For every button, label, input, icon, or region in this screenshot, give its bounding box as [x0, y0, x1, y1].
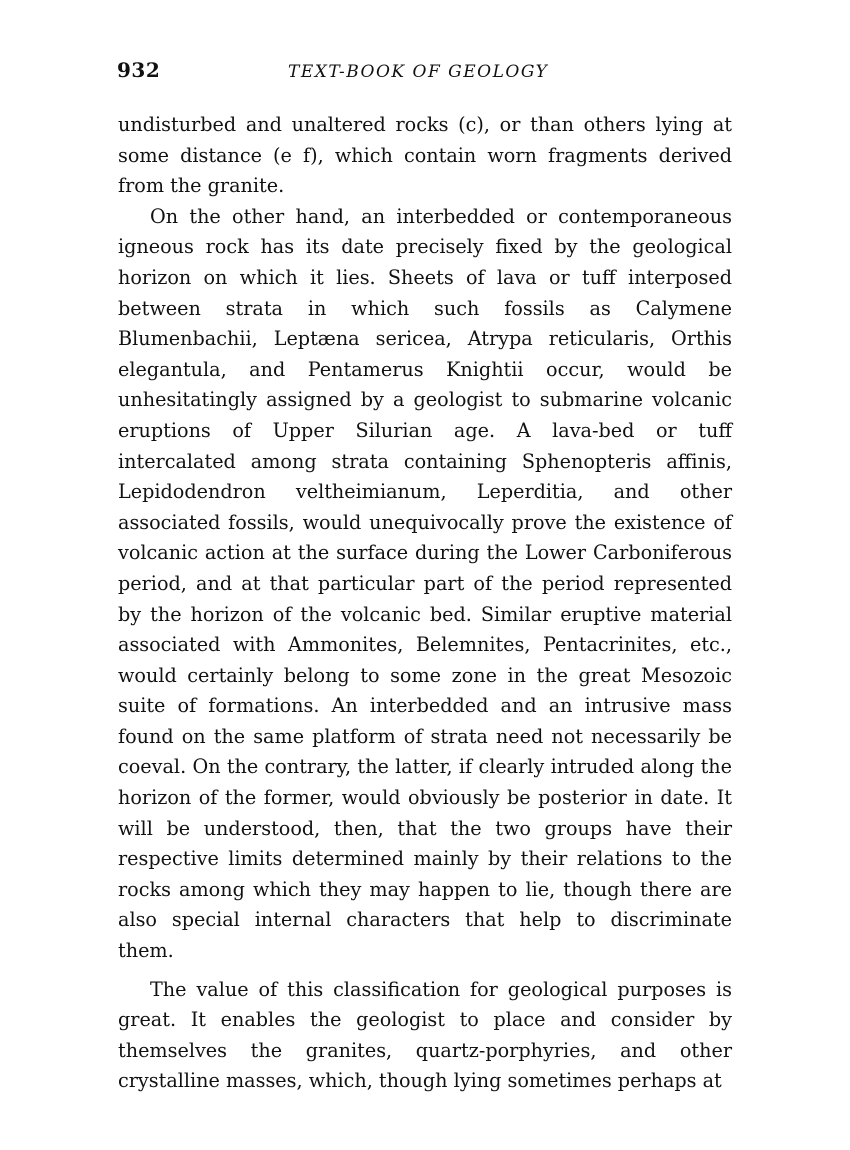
book-page — [118, 58, 732, 1097]
paragraph-continued: undisturbed and unaltered rocks (c), or than others lying at some distance (e f), which contain worn fragments derived from the granite. — [118, 113, 732, 198]
paragraph-classification-value: The value of this classification for geological purposes is great. It enables the geologist to place and consider by themselves the granites, quartz-porphyries, and other crystalline masses, which, though lying sometimes perhaps at — [118, 977, 732, 1093]
running-title: TEXT-BOOK OF GEOLOGY — [288, 62, 549, 82]
paragraph-gap — [118, 967, 732, 975]
page-number: 932 — [117, 58, 161, 82]
paragraph-interbedded-rocks: On the other hand, an interbedded or contemporaneous igneous rock has its date precisely fixed by the geological horizon on which it lies. Sheets of lava or tuff interposed between strata in which such fossils as Calymene Blumenbachii, Leptæna sericea, Atrypa reticularis, Orthis elegantula, and Pentamerus Knightii occur, would be unhesitatingly assigned by a geologist to submarine volcanic eruptions of Upper Silurian age. A lava-bed or tuff intercalated among strata containing Sphenopteris affinis, Lepidodendron veltheimianum, Leperditia, and other associated fossils, would unequivocally prove the existence of volcanic action at the surface during the Lower Carboniferous period, and at that particular part of the period represented by the horizon of the volcanic bed. Similar eruptive material associated with Ammonites, Belemnites, Pentacrinites, etc., would certainly belong to some zone in the great Mesozoic suite of formations. An interbedded and an intrusive mass found on the same platform of strata need not necessarily be coeval. On the contrary, the latter, if clearly intruded along the horizon of the former, would obviously be posterior in date. It will be understood, then, that the two groups have their respective limits determined mainly by their relations to the rocks among which they may happen to lie, though there are also special internal characters that help to discriminate them. — [118, 204, 732, 963]
page-header — [118, 58, 732, 92]
